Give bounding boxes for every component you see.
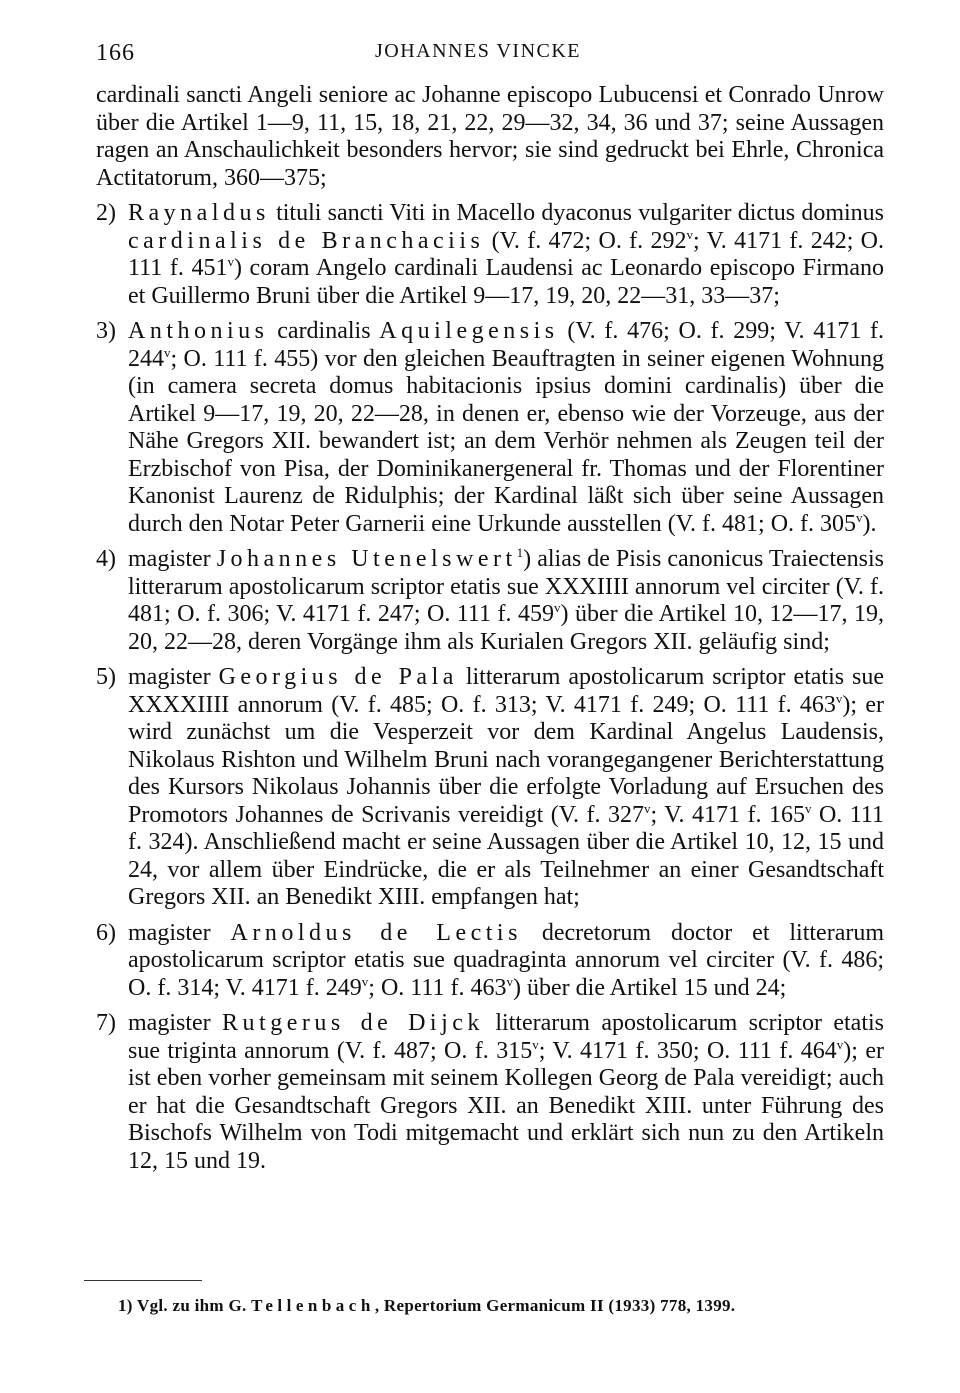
entry-number: 7): [96, 1010, 116, 1036]
page-number: 166: [96, 40, 135, 66]
entry-text: [128, 664, 884, 912]
main-text: [96, 82, 884, 1175]
text-run: ) über die Artikel 15 und 24;: [513, 974, 787, 1001]
text-run: , Repertorium Germanicum II (1933) 778, 1399.: [374, 1296, 736, 1315]
verso-mark: v: [643, 800, 651, 816]
verso-mark: v: [856, 509, 863, 525]
text-run: ).: [862, 510, 877, 537]
entry-text: [128, 546, 884, 656]
entry-number: 6): [96, 919, 116, 946]
verso-mark: v: [506, 973, 514, 989]
text-run: ); er wird zunächst um die Vesperzeit vor dem Kardinal Angelus Laudensis, Nikolaus Rishton und Wilhelm Bruni nach vorangegangener Berichterstattung des Kursors Nikolaus Johannis über die erfolgte Vorladung auf Ersuchen des Promotors Johannes de Scrivanis vereidigt (V. f. 327: [128, 691, 885, 828]
text-run: O. 111 f. 324). Anschließend macht er seine Aussagen über die Artikel 10, 12, 15 und 24, vor allem über Eindrücke, die er als Teilnehmer an einer Gesandtschaft Gregors XII. an Benedikt XIII. empfangen hat;: [128, 801, 884, 910]
text-run: litterarum apostolicarum scriptor etatis sue triginta annorum (V. f. 487; O. f. 315: [128, 1010, 885, 1064]
entry-number: 4): [96, 546, 116, 572]
person-name: Rutgerus de Dijck: [222, 1010, 484, 1036]
footnote-ref: 1: [516, 545, 524, 560]
text-run: cardinali sancti Angeli seniore ac Johanne episcopo Lubucensi et Conrado Unrow über die Artikel 1—9, 11, 15, 18, 21, 22, 29—32, 34, 36 und 37; seine Aussagen ragen an Anschaulichkeit besonders hervor; sie sind gedruckt bei Ehrle, Chronica Actitatorum, 360—375;: [96, 82, 884, 191]
person-name: Georgius de Pala: [218, 664, 458, 690]
entry-number: 5): [96, 664, 116, 690]
text-run: (V. f. 476; O. f. 299; V. 4171 f. 244: [128, 318, 884, 372]
text-run: ; O. 111 f. 455) vor den gleichen Beauftragten in seiner eigenen Wohnung (in camera secreta domus habitacionis ipsius domini cardinalis) über die Artikel 9—17, 19, 20, 22—28, in denen er, ebenso wie der Vorzeuge, aus der Nähe Gregors XII. bewandert ist; an dem Verhör nehmen als Zeugen teil der Erzbischof von Pisa, der Dominikanergeneral fr. Thomas und der Florentiner Kanonist Laurenz de Ridulphis; der Kardinal läßt sich über seine Aussagen durch den Notar Peter Garnerii eine Urkunde ausstellen (V. f. 481; O. f. 305: [128, 345, 884, 537]
person-name: Johannes Utenelswert: [216, 546, 517, 572]
text-run: magister: [128, 1010, 223, 1036]
text-run: ) coram Angelo cardinali Laudensi ac Leonardo episcopo Firmano et Guillermo Bruni über die Artikel 9—17, 19, 20, 22—31, 33—37;: [128, 255, 884, 309]
intro-paragraph: [96, 82, 884, 192]
text-run: tituli sancti Viti in Macello dyaconus vulgariter dictus dominus: [269, 200, 884, 226]
text-run: ; V. 4171 f. 165: [650, 801, 805, 828]
witness-entry-6: [96, 920, 884, 1003]
witness-entry-2: [96, 200, 884, 310]
witness-entry-7: [96, 1010, 884, 1175]
footnote-divider: [84, 1280, 202, 1281]
text-run: ; O. 111 f. 463: [368, 974, 507, 1001]
witness-entry-5: [96, 664, 884, 912]
witness-entry-3: [96, 318, 884, 538]
text-run: magister: [128, 664, 219, 690]
author-name: Tellenbach: [251, 1296, 375, 1315]
text-run: ) über die Artikel 10, 12—17, 19, 20, 22—28, deren Vorgänge ihm als Kurialen Gregors XII. geläufig sind;: [128, 601, 884, 655]
text-run: ); er ist eben vorher gemeinsam mit seinem Kollegen Georg de Pala vereidigt; auch er hat die Gesandtschaft Gregors XII. an Benedikt XIII. unter Führung des Bischofs Wilhelm von Todi mitgemacht und erklärt sich nun zu den Artikeln 12, 15 und 19.: [128, 1037, 884, 1174]
person-name: Arnoldus de Lectis: [230, 919, 522, 946]
verso-mark: v: [686, 226, 693, 242]
text-run: (V. f. 472; O. f. 292: [484, 227, 687, 254]
verso-mark: v: [553, 600, 561, 615]
text-run: magister: [128, 546, 217, 572]
entry-number: 3): [96, 318, 116, 344]
entry-text: [128, 318, 884, 538]
person-title: Aquilegensis: [379, 318, 559, 344]
verso-mark: v: [835, 690, 843, 706]
text-run: 1) Vgl. zu ihm G.: [118, 1296, 252, 1315]
footnote: [118, 1296, 898, 1316]
person-title: cardinalis de Branchaciis: [128, 227, 485, 254]
entry-text: [128, 1010, 884, 1175]
verso-mark: v: [804, 800, 812, 816]
person-name: Raynaldus: [128, 200, 270, 226]
entry-number: 2): [96, 200, 116, 226]
text-run: litterarum apostolicarum scriptor etatis sue XXXXIIII annorum (V. f. 485; O. f. 313; V. 4171 f. 249; O. 111 f. 463: [128, 664, 884, 718]
witness-entry-4: [96, 546, 884, 656]
text-run: ) alias de Pisis canonicus Traiectensis litterarum apostolicarum scriptor etatis sue XXXIIII annorum vel circiter (V. f. 481; O. f. 306; V. 4171 f. 247; O. 111 f. 459: [128, 546, 884, 627]
text-run: decretorum doctor et litterarum apostolicarum scriptor etatis sue quadraginta annorum vel circiter (V. f. 486; O. f. 314; V. 4171 f. 249: [128, 919, 885, 1001]
text-run: ; V. 4171 f. 350; O. 111 f. 464: [538, 1037, 837, 1064]
verso-mark: v: [532, 1036, 539, 1052]
text-run: ; V. 4171 f. 242; O. 111 f. 451: [128, 227, 885, 281]
verso-mark: v: [361, 973, 369, 989]
entry-text: [128, 200, 884, 310]
verso-mark: v: [836, 1036, 844, 1052]
entry-text: [128, 920, 884, 1003]
verso-mark: v: [164, 344, 171, 360]
text-run: cardinalis: [268, 318, 380, 344]
running-head: JOHANNES VINCKE: [375, 40, 582, 62]
verso-mark: v: [227, 254, 234, 269]
person-name: Anthonius: [128, 318, 269, 344]
text-run: magister: [128, 919, 231, 946]
